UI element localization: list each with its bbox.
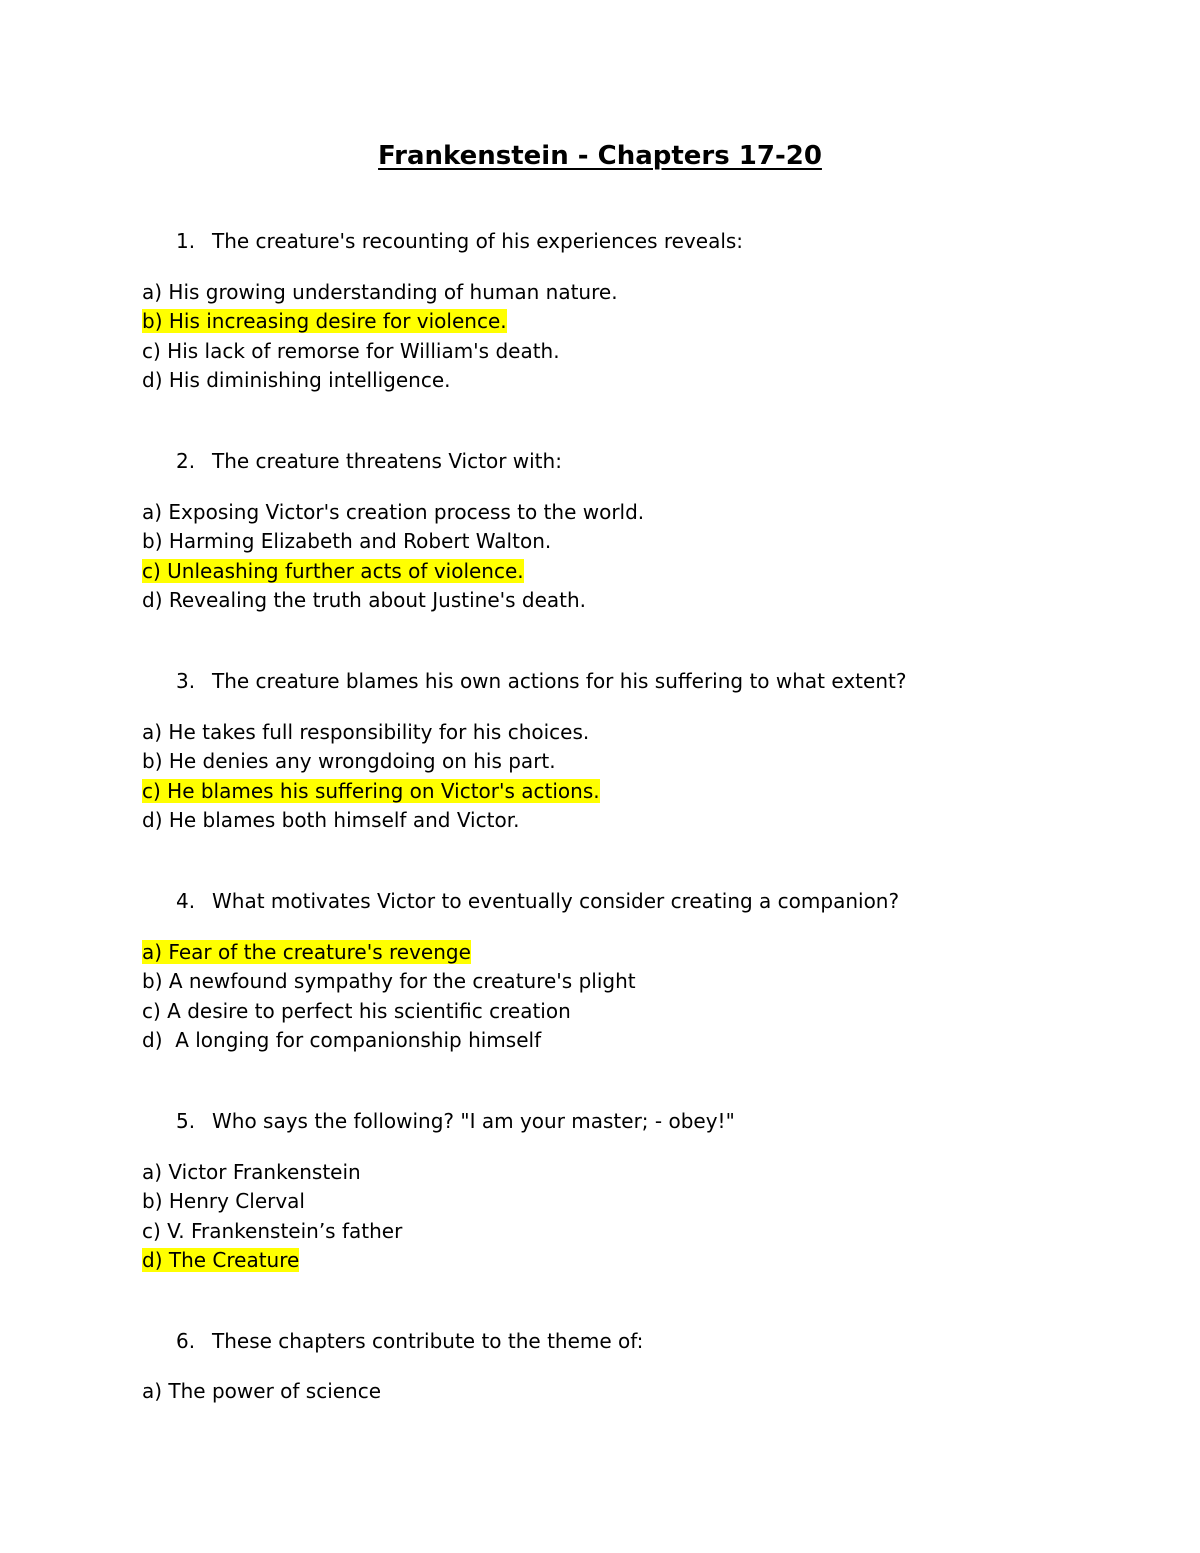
option [142, 718, 600, 747]
option [142, 1026, 636, 1055]
option [142, 938, 636, 967]
option-text: c) He blames his suffering on Victor's actions. [142, 778, 600, 803]
option-text: c) His lack of remorse for William's death. [142, 338, 560, 363]
question-4 [176, 886, 899, 916]
option-text: d) A longing for companionship himself [142, 1027, 542, 1052]
options-6 [142, 1377, 381, 1406]
question-number: 5. [176, 1109, 196, 1133]
option-text: d) He blames both himself and Victor. [142, 807, 520, 832]
option [142, 806, 600, 835]
option-text: c) A desire to perfect his scientific creation [142, 998, 571, 1023]
question-text: Who says the following? "I am your master; - obey!" [212, 1109, 735, 1133]
option-text: b) A newfound sympathy for the creature's plight [142, 969, 636, 994]
question-number: 1. [176, 229, 196, 253]
option [142, 527, 644, 556]
option-text: a) Fear of the creature's revenge [142, 940, 471, 964]
option [142, 747, 600, 776]
question-1 [176, 226, 743, 256]
option-text: d) Revealing the truth about Justine's death. [142, 587, 587, 612]
option [142, 278, 618, 307]
option-text: a) The power of science [142, 1379, 382, 1403]
option [142, 967, 636, 996]
question-text: The creature's recounting of his experiences reveals: [212, 229, 744, 253]
question-text: These chapters contribute to the theme of: [212, 1329, 644, 1353]
option [142, 337, 618, 366]
option [142, 1217, 402, 1246]
question-number: 3. [176, 669, 196, 693]
question-text: What motivates Victor to eventually consider creating a companion? [212, 889, 900, 913]
option [142, 557, 644, 586]
options-1 [142, 278, 618, 395]
question-6 [176, 1326, 643, 1356]
option [142, 777, 600, 806]
option [142, 1158, 402, 1187]
option-text: a) Exposing Victor's creation process to the world. [142, 500, 645, 524]
option-text: b) Harming Elizabeth and Robert Walton. [142, 529, 552, 554]
options-2 [142, 498, 644, 615]
options-3 [142, 718, 600, 835]
options-5 [142, 1158, 402, 1275]
option-text: a) He takes full responsibility for his choices. [142, 720, 590, 744]
option-text: c) V. Frankenstein’s father [142, 1218, 403, 1243]
option-text: c) Unleashing further acts of violence. [142, 558, 524, 583]
option [142, 1187, 402, 1216]
option-text: b) His increasing desire for violence. [142, 309, 507, 334]
option [142, 307, 618, 336]
question-number: 2. [176, 449, 196, 473]
question-5 [176, 1106, 735, 1136]
page-title: Frankenstein - Chapters 17-20 [378, 141, 822, 171]
option [142, 586, 644, 615]
option [142, 1377, 381, 1406]
question-2 [176, 446, 562, 476]
question-3 [176, 666, 906, 696]
option-text: b) Henry Clerval [142, 1189, 305, 1214]
option [142, 366, 618, 395]
option [142, 1246, 402, 1275]
option-text: d) His diminishing intelligence. [142, 367, 451, 392]
option-text: a) His growing understanding of human nature. [142, 280, 618, 304]
question-number: 4. [176, 889, 196, 913]
option [142, 997, 636, 1026]
option-text: d) The Creature [142, 1247, 300, 1272]
option-text: b) He denies any wrongdoing on his part. [142, 749, 556, 774]
options-4 [142, 938, 636, 1055]
question-text: The creature threatens Victor with: [212, 449, 562, 473]
option [142, 498, 644, 527]
option-text: a) Victor Frankenstein [142, 1160, 361, 1184]
question-number: 6. [176, 1329, 196, 1353]
question-text: The creature blames his own actions for his suffering to what extent? [212, 669, 907, 693]
